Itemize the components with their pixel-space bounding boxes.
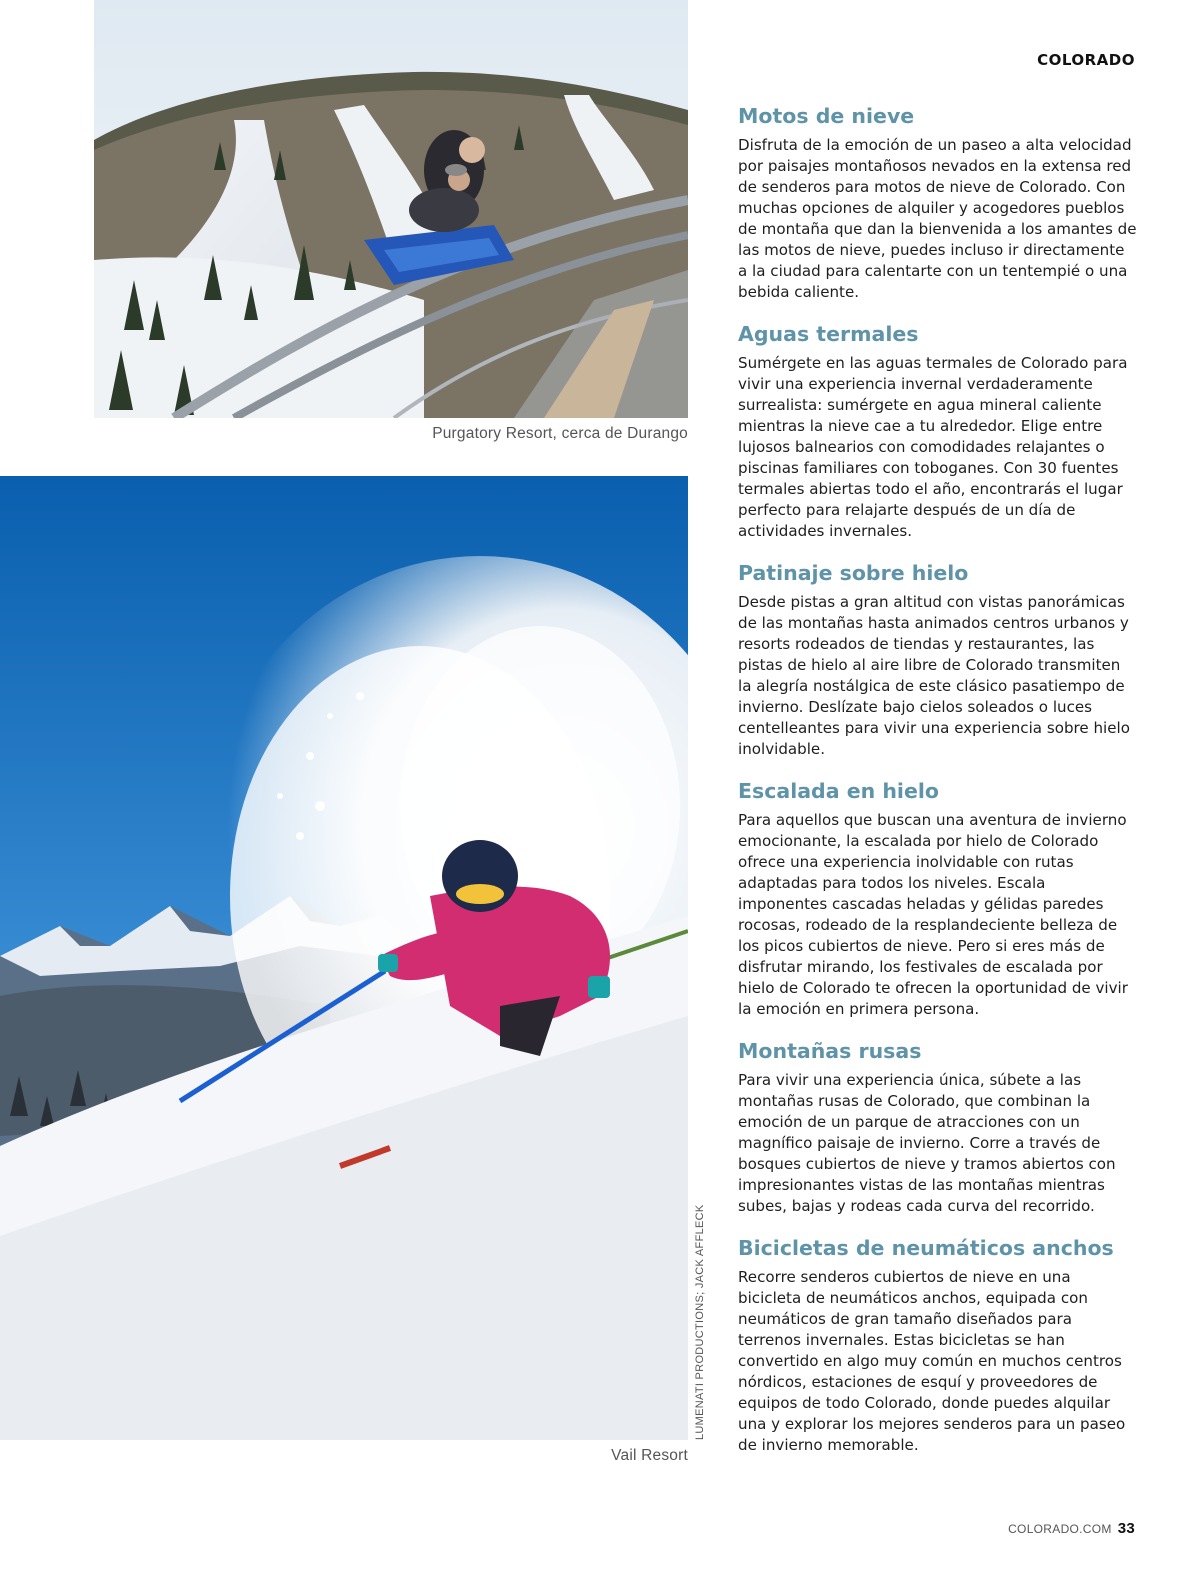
section-heading: Patinaje sobre hielo [738, 561, 969, 585]
photo-caption-top: Purgatory Resort, cerca de Durango [432, 425, 688, 442]
footer-site: COLORADO.COM [1008, 1522, 1112, 1536]
section-hot-springs [738, 322, 1138, 542]
alpine-coaster-photo [94, 0, 688, 418]
section-body: Sumérgete en las aguas termales de Colorado para vivir una experiencia invernal verdaderamente surrealista: sumérgete en agua mineral caliente mientras la nieve cae a tu alrededor. Elige entre lujosos balnearios con comodidades relajantes o piscinas familiares con toboganes. Con 30 fuentes termales abiertas todo el año, encontrarás el lugar perfecto para relajarte después de un día de actividades invernales. [738, 354, 1128, 540]
page-number: 33 [1117, 1520, 1135, 1537]
section-label: COLORADO [1037, 51, 1135, 69]
photo-credit: LUMENATI PRODUCTIONS; JACK AFFLECK [694, 1204, 706, 1440]
section-ice-skating [738, 561, 1138, 760]
section-body: Desde pistas a gran altitud con vistas panorámicas de las montañas hasta animados centros urbanos y resorts rodeados de tiendas y restaurantes, las pistas de hielo al aire libre de Colorado transmiten la alegría nostálgica de este clásico pasatiempo de invierno. Deslízate bajo cielos soleados o luces centelleantes para vivir una experiencia sobre hielo inolvidable. [738, 593, 1130, 758]
section-snowmobiles [738, 104, 1138, 303]
section-heading: Escalada en hielo [738, 779, 939, 803]
skier-photo [0, 476, 688, 1440]
article-column [738, 104, 1138, 1475]
section-heading: Motos de nieve [738, 104, 915, 128]
section-body: Recorre senderos cubiertos de nieve en una bicicleta de neumáticos anchos, equipada con neumáticos de gran tamaño diseñados para terrenos invernales. Estas bicicletas se han convertido en algo muy común en muchos centros nórdicos, estaciones de esquí y proveedores de equipos de todo Colorado, donde puedes alquilar una y explorar los mejores senderos para un paseo de invierno memorable. [738, 1268, 1126, 1454]
photo-caption-bottom: Vail Resort [611, 1447, 688, 1464]
section-heading: Aguas termales [738, 322, 919, 346]
section-fat-bikes [738, 1236, 1138, 1456]
section-ice-climbing [738, 779, 1138, 1020]
section-mountain-coasters [738, 1039, 1138, 1217]
page-footer [1008, 1520, 1135, 1537]
section-body: Disfruta de la emoción de un paseo a alta velocidad por paisajes montañosos nevados en la extensa red de senderos para motos de nieve de Colorado. Con muchas opciones de alquiler y acogedores pueblos de montaña que dan la bienvenida a los amantes de las motos de nieve, puedes incluso ir directamente a la ciudad para calentarte con un tentempié o una bebida caliente. [738, 136, 1137, 301]
section-heading: Bicicletas de neumáticos anchos [738, 1236, 1114, 1260]
section-heading: Montañas rusas [738, 1039, 922, 1063]
section-body: Para vivir una experiencia única, súbete a las montañas rusas de Colorado, que combinan la emoción de un parque de atracciones con un magnífico paisaje de invierno. Corre a través de bosques cubiertos de nieve y tramos abiertos con impresionantes vistas de las montañas mientras subes, bajas y rodeas cada curva del recorrido. [738, 1071, 1116, 1215]
section-body: Para aquellos que buscan una aventura de invierno emocionante, la escalada por hielo de Colorado ofrece una experiencia inolvidable con rutas adaptadas para todos los niveles. Escala imponentes cascadas heladas y gélidas paredes rocosas, rodeado de la resplandeciente belleza de los picos cubiertos de nieve. Pero si eres más de disfrutar mirando, los festivales de escalada por hielo de Colorado te ofrecen la oportunidad de vivir la emoción en primera persona. [738, 811, 1128, 1018]
